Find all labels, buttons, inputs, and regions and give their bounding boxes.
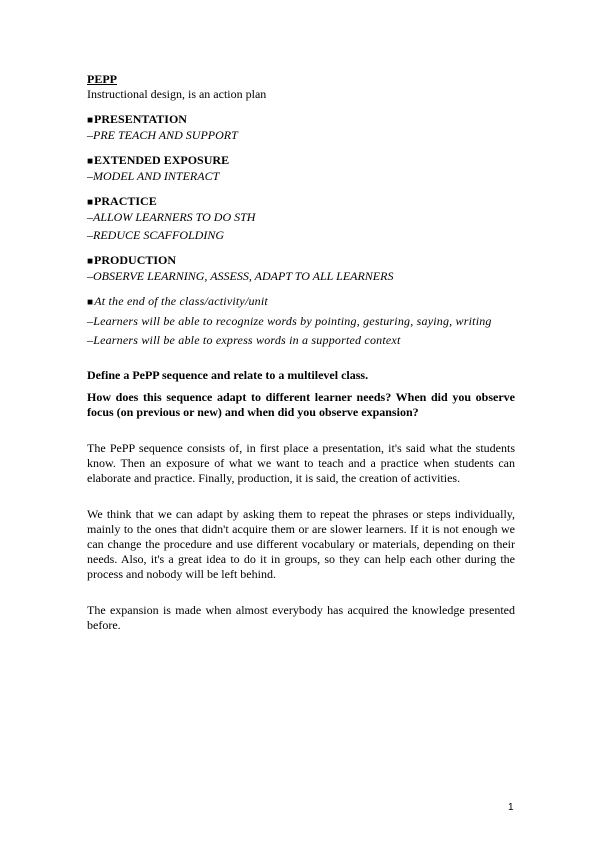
objectives-intro-text: At the end of the class/activity/unit [94, 294, 268, 308]
section-heading-text: EXTENDED EXPOSURE [94, 153, 230, 167]
objective-line: –Learners will be able to express words in a supported context [87, 333, 401, 347]
section-heading-text: PRACTICE [94, 194, 157, 208]
section-heading-practice [87, 194, 515, 210]
objective-line: –Learners will be able to recognize words by pointing, gesturing, saying, writing [87, 314, 492, 328]
square-bullet-icon: ■ [87, 256, 94, 267]
section-heading-production [87, 253, 515, 269]
square-bullet-icon: ■ [87, 115, 94, 126]
page-content [87, 72, 515, 633]
square-bullet-icon: ■ [87, 197, 94, 208]
page-number: 1 [508, 802, 514, 813]
section-line: –ALLOW LEARNERS TO DO STH [87, 210, 256, 224]
square-bullet-icon: ■ [87, 156, 94, 167]
answer-paragraph-3: The expansion is made when almost everybody has acquired the knowledge presented before. [87, 603, 515, 632]
answer-paragraph-1: The PePP sequence consists of, in first place a presentation, it's said what the students know. Then an exposure of what we want to teach and a practice when students can elaborate and practice. Finally, production, it is said, the creation of activities. [87, 441, 515, 485]
section-heading-extended-exposure [87, 153, 515, 169]
doc-title: PEPP [87, 72, 117, 86]
section-line: –OBSERVE LEARNING, ASSESS, ADAPT TO ALL LEARNERS [87, 269, 394, 283]
section-line: –PRE TEACH AND SUPPORT [87, 128, 238, 142]
section-heading-text: PRESENTATION [94, 112, 187, 126]
section-line: –MODEL AND INTERACT [87, 169, 220, 183]
section-line: –REDUCE SCAFFOLDING [87, 228, 224, 242]
objectives-intro [87, 294, 515, 310]
square-bullet-icon: ■ [87, 297, 94, 308]
section-heading-presentation [87, 112, 515, 128]
question-2: How does this sequence adapt to different learner needs? When did you observe focus (on previous or new) and when did you observe expansion? [87, 390, 515, 419]
section-heading-text: PRODUCTION [94, 253, 177, 267]
answer-paragraph-2: We think that we can adapt by asking them to repeat the phrases or steps individually, mainly to the ones that didn't acquire them or are slower learners. If it is not enough we can change the procedure and use different vocabulary or materials, depending on their needs. Also, it's a great idea to do it in groups, so they can help each other during the process and nobody will be left behind. [87, 507, 515, 581]
doc-subtitle: Instructional design, is an action plan [87, 87, 267, 101]
question-1: Define a PePP sequence and relate to a multilevel class. [87, 368, 369, 382]
